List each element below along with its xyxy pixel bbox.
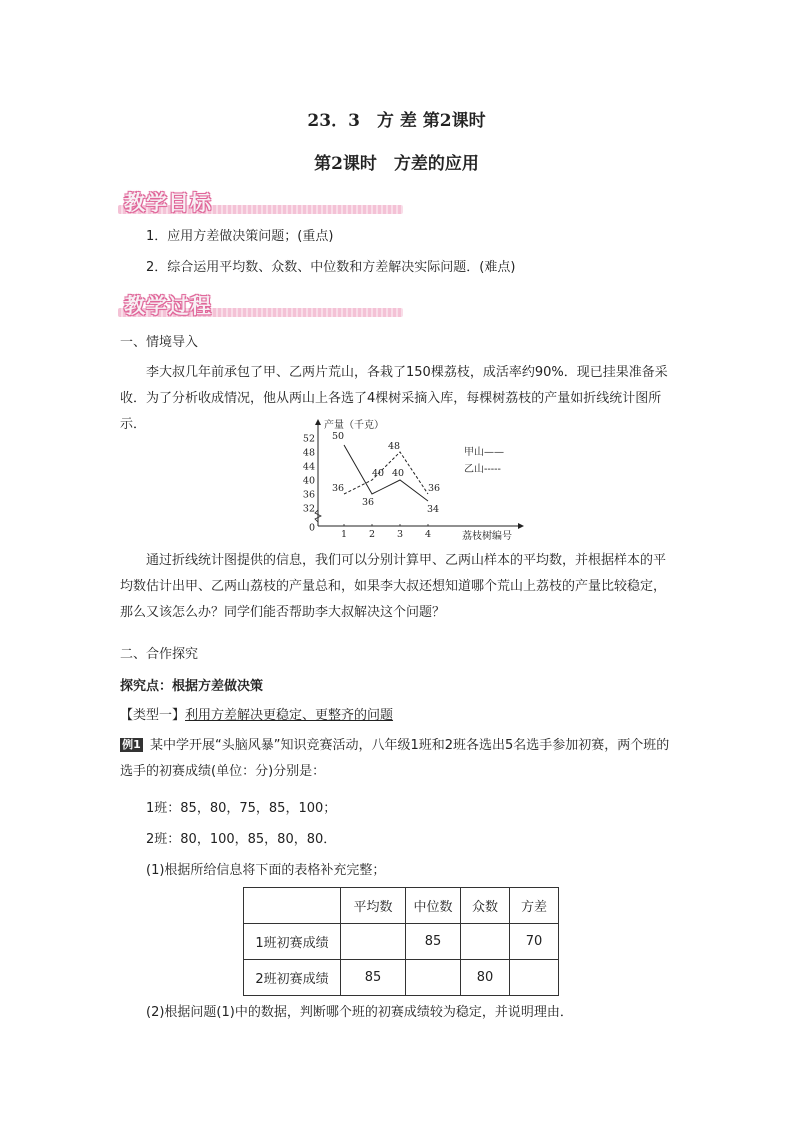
table-cell [341, 924, 406, 960]
table-cell [406, 960, 461, 996]
data-label: 36 [361, 497, 375, 508]
question-1: (1)根据所给信息将下面的表格补充完整； [146, 863, 386, 878]
table-cell: 85 [406, 924, 461, 960]
class1-scores: 1班：85，80，75，85，100； [146, 801, 337, 816]
data-label: 48 [387, 441, 401, 452]
page-title: 23．3 方 差 第2课时 [307, 111, 486, 131]
table-cell: 80 [461, 960, 510, 996]
series-line-1 [344, 445, 428, 501]
data-label: 36 [331, 483, 345, 494]
y-tick-label: 40 [302, 475, 315, 487]
section-heading-1: 一、情境导入 [120, 335, 199, 350]
y-tick-label: 48 [302, 447, 315, 459]
yield-line-chart [296, 416, 526, 544]
data-label: 34 [426, 504, 440, 515]
table-cell: 70 [510, 924, 559, 960]
objectives-banner-text: 教学目标 [124, 191, 212, 215]
table-header-cell: 平均数 [341, 888, 406, 924]
x-tick-label: 1 [340, 529, 348, 540]
page-subtitle: 第2课时 方差的应用 [314, 154, 479, 174]
y-axis-arrow [315, 419, 321, 425]
class2-scores: 2班：80，100，85，80，80． [146, 832, 337, 847]
y-axis-title: 产量（千克） [324, 420, 384, 431]
table-row [244, 960, 559, 996]
question-2: (2)根据问题(1)中的数据，判断哪个班的初赛成绩较为稳定，并说明理由． [146, 1005, 573, 1020]
data-label: 40 [391, 468, 405, 479]
legend-entry-2: 乙山----- [464, 464, 501, 475]
example-tag: 例1 [120, 738, 143, 752]
objective-item-2: 2．综合运用平均数、众数、中位数和方差解决实际问题．(难点) [146, 260, 516, 275]
type-prefix: 【类型一】 [120, 708, 186, 723]
intro-paragraph: 李大叔几年前承包了甲、乙两片荒山，各栽了150棵荔枝，成活率约90%．现已挂果准备采收．为了分析收成情况，他从两山上各选了4棵树采摘入库，每棵树荔枝的产量如折线统计图所示． [120, 365, 668, 432]
type-heading [120, 706, 393, 726]
table-header-row [244, 888, 559, 924]
y-tick-label: 44 [302, 461, 315, 473]
data-label: 40 [371, 468, 385, 479]
table-cell: 1班初赛成绩 [244, 924, 341, 960]
x-tick-label: 4 [424, 529, 432, 540]
y-tick-label: 36 [302, 489, 315, 501]
y-tick-label: 0 [308, 522, 315, 534]
followup-paragraph: 通过折线统计图提供的信息，我们可以分别计算甲、乙两山样本的平均数，并根据样本的平均数估计出甲、乙两山荔枝的产量总和，如果李大叔还想知道哪个荒山上荔枝的产量比较稳定，那么又该怎么办？同学们能否帮助李大叔解决这个问题？ [120, 553, 667, 620]
table-header-cell [244, 888, 341, 924]
explore-point: 探究点：根据方差做决策 [120, 679, 264, 694]
data-label: 36 [427, 483, 441, 494]
table-cell [461, 924, 510, 960]
table-header-cell: 方差 [510, 888, 559, 924]
series-line-2 [344, 452, 428, 494]
score-table [243, 887, 559, 996]
table-header-cell: 中位数 [406, 888, 461, 924]
y-tick-label: 52 [302, 433, 315, 445]
type-title: 利用方差解决更稳定、更整齐的问题 [185, 708, 394, 723]
objective-item-1: 1．应用方差做决策问题；(重点) [146, 229, 334, 244]
y-tick-label: 32 [302, 503, 315, 515]
x-tick-label: 2 [368, 529, 376, 540]
x-tick-label: 3 [396, 529, 404, 540]
table-cell: 85 [341, 960, 406, 996]
table-cell: 2班初赛成绩 [244, 960, 341, 996]
section-heading-2: 二、合作探究 [120, 647, 199, 662]
table-cell [510, 960, 559, 996]
table-header-cell: 众数 [461, 888, 510, 924]
table-row [244, 924, 559, 960]
example-text: 某中学开展“头脑风暴”知识竞赛活动，八年级1班和2班各选出5名选手参加初赛，两个班的选手的初赛成绩(单位：分)分别是： [120, 738, 670, 779]
data-label: 50 [331, 431, 345, 442]
process-banner-text: 教学过程 [124, 294, 212, 318]
objectives-banner [118, 187, 403, 221]
x-axis-title: 荔枝树编号 [462, 531, 512, 542]
legend-entry-1: 甲山—— [464, 447, 504, 458]
process-banner [118, 290, 403, 324]
x-axis-arrow [518, 523, 524, 529]
